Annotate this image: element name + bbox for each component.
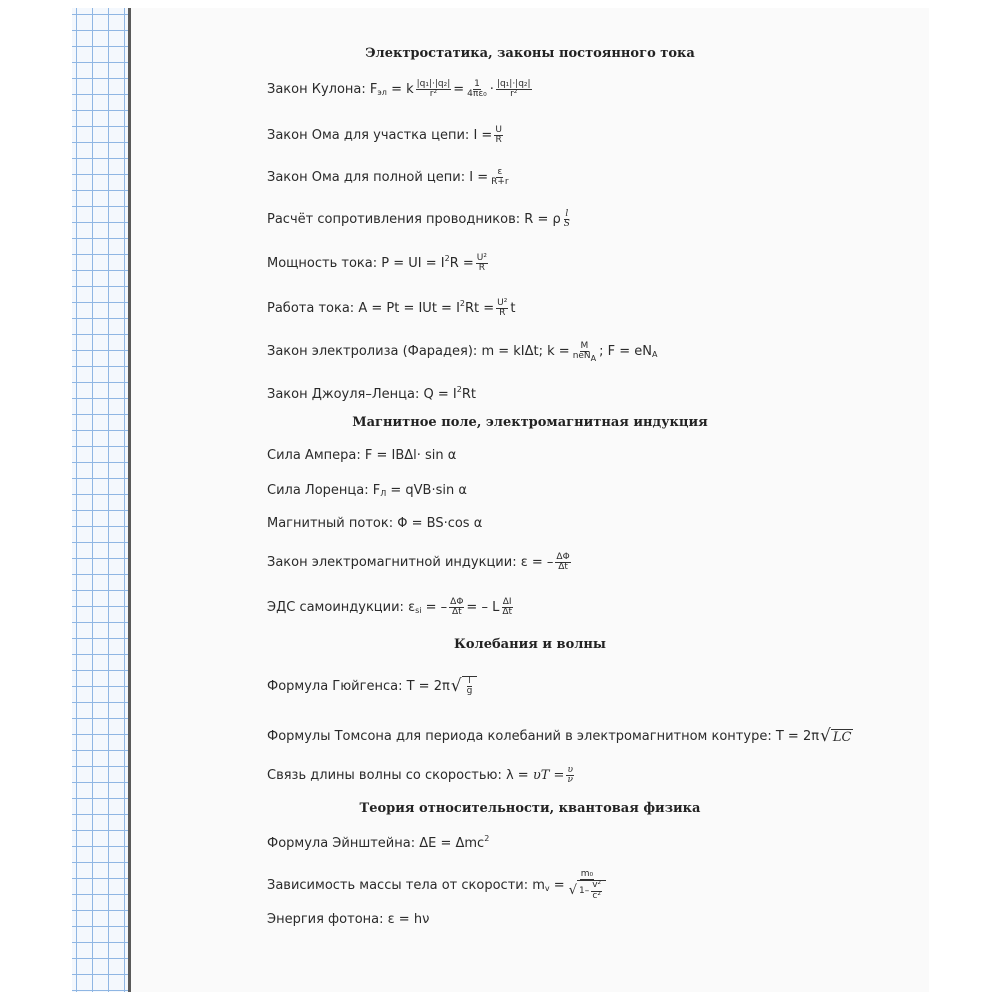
fraction: $\frac{\upsilon}{\nu}$ [567,765,573,786]
formula-ampere: Сила Ампера: F = IBΔl· sin α [267,448,457,463]
fraction: $\frac{\text{U²}}{R}$ [497,298,508,319]
formula-self-induction: ЭДС самоиндукции: ε si = – $\frac{\Delta\Phi}{\Delta t}$ = – L $\frac{\Delta I}{\Delta t}$ [267,597,513,618]
fraction: $\frac{l}{S}$ [563,209,570,230]
formula-label: Закон Кулона: [267,82,366,98]
fraction: $\frac{U}{R}$ [495,125,502,146]
formula-thomson: Формулы Томсона для периода колебаний в электромагнитном контуре: T = 2π √ LC [267,726,852,746]
formula-label: Магнитный поток: [267,516,394,531]
fraction: m₀ √ 1– $\frac{\text{v²}}{\text{c²}}$ [567,870,607,901]
formula-label: Мощность тока: [267,256,378,272]
formula-coulomb: Закон Кулона: F эл = k $\frac{\text{|q₁|·|q₂|}}{\text{r²}}$ = $\frac{1}{\text{4πε₀}}$ · $\frac{\text{|q₁|·|q₂|}}{\text{r²}}$ [267,79,531,100]
formula-lorentz: Сила Лоренца: F Л = qVB·sin α [267,483,467,498]
formula-einstein: Формула Эйнштейна: ΔE = Δmc 2 [267,834,490,851]
square-root: √ LC [820,726,852,746]
formula-label: Закон электромагнитной индукции: [267,555,517,571]
graph-paper-strip [72,8,132,992]
formula-power: Мощность тока: P = UI = I 2 R = $\frac{\text{U²}}{R}$ [267,253,487,274]
formula-label: Связь длины волны со скоростью: [267,768,502,784]
formula-label: Работа тока: [267,301,355,317]
formula-label: Закон Джоуля–Ленца: [267,387,420,402]
square-root: √ $\frac{l}{g}$ [451,676,478,697]
formula-huygens: Формула Гюйгенса: T = 2π √ $\frac{l}{g}$ [267,676,477,697]
fraction: $\frac{\Delta\Phi}{\Delta t}$ [450,597,464,618]
formula-wavelength: Связь длины волны со скоростью: λ = υT = $\frac{\upsilon}{\nu}$ [267,765,573,786]
formula-joule-lenz: Закон Джоуля–Ленца: Q = I 2 Rt [267,385,476,402]
formula-label: Сила Лоренца: [267,483,369,498]
formula-ohm-full: Закон Ома для полной цепи: I = $\frac{\varepsilon}{R+r}$ [267,167,509,188]
fraction: $\frac{\Delta I}{\Delta t}$ [502,597,513,618]
formula-label: Формула Гюйгенса: [267,678,403,694]
formula-label: Закон электролиза (Фарадея): [267,344,478,360]
fraction: $\frac{M}{\text{neNA}}$ [572,341,597,364]
formula-label: Сила Ампера: [267,448,361,463]
section-title-magnetism: Магнитное поле, электромагнитная индукция [352,415,708,430]
fraction: $\frac{1}{\text{4πε₀}}$ [467,79,487,100]
formula-ohm-segment: Закон Ома для участка цепи: I = $\frac{U}{R}$ [267,125,502,146]
formula-electrolysis: Закон электролиза (Фарадея): m = kIΔt; k = $\frac{M}{\text{neNA}}$ ; F = eN A [267,341,658,364]
formula-label: Закон Ома для полной цепи: [267,170,466,186]
formula-resistance: Расчёт сопротивления проводников: R = ρ $\frac{l}{S}$ [267,209,570,230]
formula-sheet [131,8,929,992]
formula-relativistic-mass: Зависимость массы тела от скорости: m v = m₀ √ 1– $\frac{\text{v²}}{\text{c²}}$ [267,870,609,901]
formula-label: Энергия фотона: [267,912,384,927]
fraction: $\frac{\varepsilon}{R+r}$ [491,167,509,188]
section-title-relativity: Теория относительности, квантовая физика [359,801,701,816]
formula-magnetic-flux: Магнитный поток: Φ = BS·cos α [267,516,483,531]
formula-label: Закон Ома для участка цепи: [267,128,470,144]
formula-work: Работа тока: A = Pt = IUt = I 2 Rt = $\frac{\text{U²}}{R}$ t [267,298,516,319]
formula-photon-energy: Энергия фотона: ε = hν [267,912,430,927]
fraction: $\frac{\text{U²}}{R}$ [476,253,487,274]
formula-label: ЭДС самоиндукции: [267,600,404,616]
section-title-electrostatics: Электростатика, законы постоянного тока [365,46,695,61]
formula-label: Формула Эйнштейна: [267,836,416,851]
fraction: $\frac{\Delta\Phi}{\Delta t}$ [556,552,570,573]
formula-label: Зависимость массы тела от скорости: [267,878,529,894]
formula-label: Формулы Томсона для периода колебаний в электромагнитном контуре: [267,729,772,744]
formula-label: Расчёт сопротивления проводников: [267,212,521,228]
formula-induction: Закон электромагнитной индукции: ε = – $\frac{\Delta\Phi}{\Delta t}$ [267,552,570,573]
fraction: $\frac{\text{|q₁|·|q₂|}}{\text{r²}}$ [416,79,451,100]
section-title-oscillations: Колебания и волны [454,637,606,652]
fraction: $\frac{\text{|q₁|·|q₂|}}{\text{r²}}$ [496,79,531,100]
